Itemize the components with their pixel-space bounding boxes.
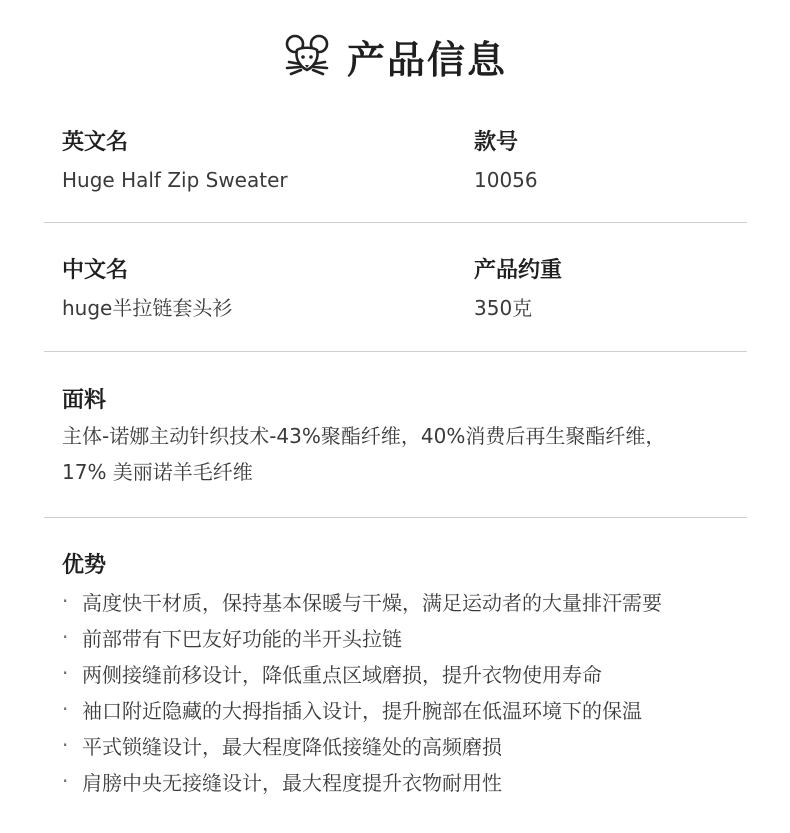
list-item: [62, 583, 662, 619]
bullet: ·: [62, 733, 69, 757]
fabric-label: 面料: [62, 388, 107, 413]
bullet: ·: [62, 661, 69, 685]
english-name-label: 英文名: [62, 130, 129, 155]
advantages-label: 优势: [62, 553, 107, 578]
fabric-section: [62, 386, 742, 490]
divider: [44, 351, 747, 352]
bullet: ·: [62, 589, 69, 613]
list-item: [62, 619, 662, 655]
list-item: [62, 727, 662, 763]
advantage-text: 平式锁缝设计，最大程度降低接缝处的高频磨损: [82, 734, 502, 759]
list-item: [62, 655, 662, 691]
chinese-name-value: huge半拉链套头衫: [62, 296, 233, 320]
bullet: ·: [62, 769, 69, 793]
advantage-text: 高度快干材质，保持基本保暖与干燥，满足运动者的大量排汗需要: [82, 590, 662, 615]
divider: [44, 517, 747, 518]
bullet: ·: [62, 697, 69, 721]
divider: [44, 222, 747, 223]
style-no-value: 10056: [474, 168, 538, 192]
advantages-section: [62, 551, 662, 799]
mouse-icon: [283, 32, 331, 80]
advantages-list: [62, 583, 662, 799]
header: [0, 28, 790, 84]
advantage-text: 袖口附近隐藏的大拇指插入设计，提升腕部在低温环境下的保温: [82, 698, 642, 723]
english-name-field: [62, 128, 288, 198]
style-no-field: [474, 128, 538, 198]
list-item: [62, 691, 662, 727]
chinese-name-field: [62, 256, 232, 326]
weight-label: 产品约重: [474, 258, 563, 283]
advantage-text: 前部带有下巴友好功能的半开头拉链: [82, 626, 402, 651]
weight-value: 350克: [474, 296, 533, 320]
list-item: [62, 763, 662, 799]
bullet: ·: [62, 625, 69, 649]
page-title: 产品信息: [346, 37, 507, 82]
advantage-text: 肩膀中央无接缝设计，最大程度提升衣物耐用性: [82, 770, 502, 795]
style-no-label: 款号: [474, 130, 519, 155]
fabric-line-2: 17% 美丽诺羊毛纤维: [62, 460, 253, 484]
advantage-text: 两侧接缝前移设计，降低重点区域磨损，提升衣物使用寿命: [82, 662, 602, 687]
english-name-value: Huge Half Zip Sweater: [62, 168, 288, 192]
fabric-line-1: 主体-诺娜主动针织技术-43%聚酯纤维，40%消费后再生聚酯纤维，: [62, 424, 666, 448]
chinese-name-label: 中文名: [62, 258, 129, 283]
weight-field: [474, 256, 562, 326]
